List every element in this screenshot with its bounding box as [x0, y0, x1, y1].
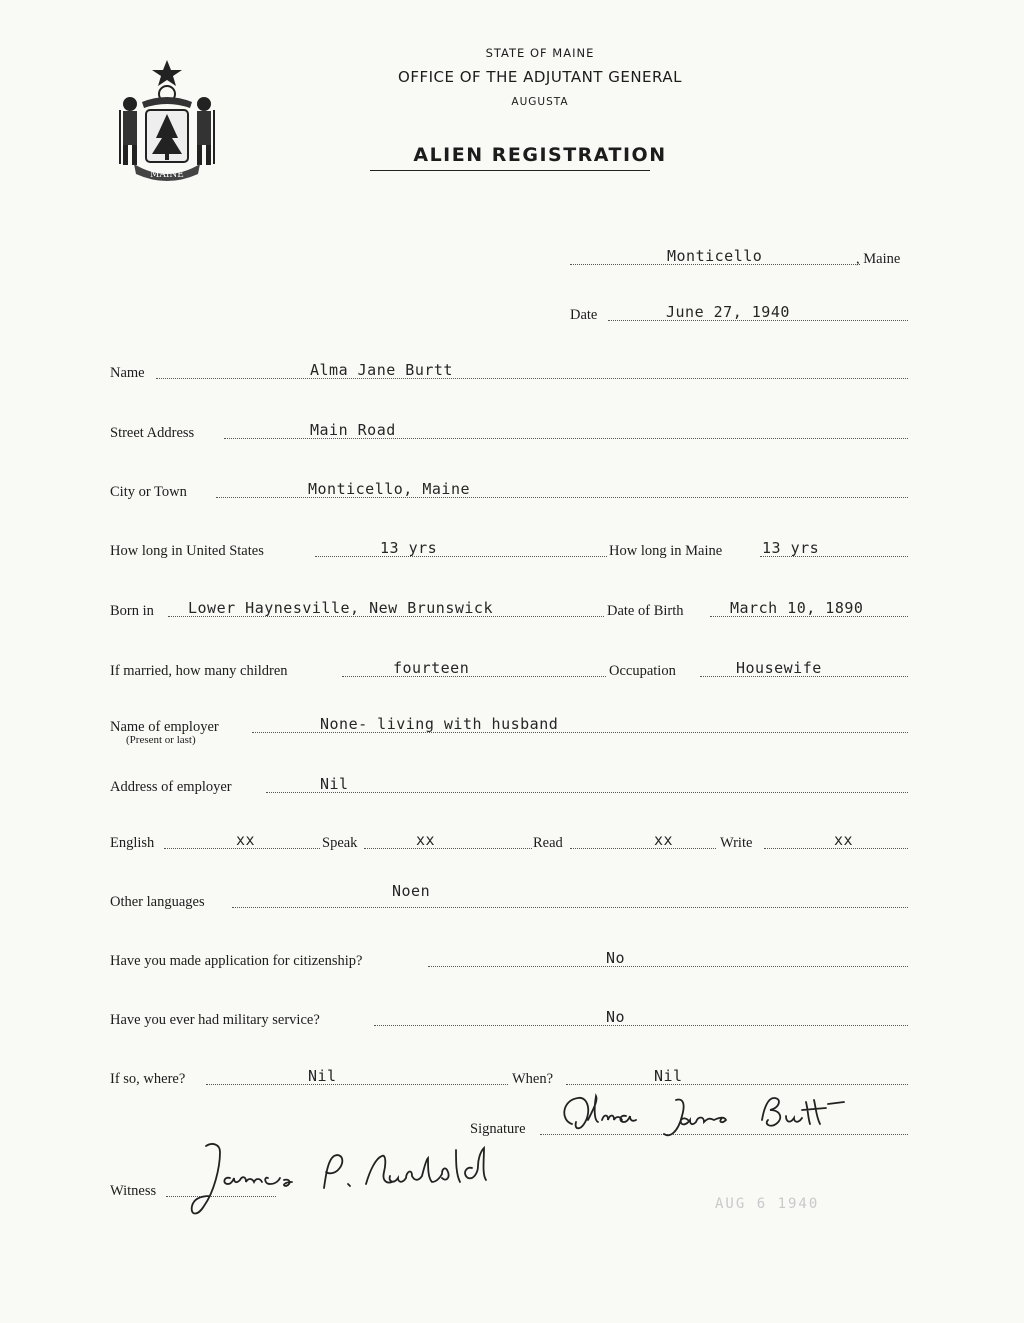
witness-signature: [180, 1138, 550, 1228]
speak-value[interactable]: xx: [416, 831, 436, 849]
title-underline: [370, 170, 650, 171]
write-value[interactable]: xx: [834, 831, 854, 849]
citizenship-value[interactable]: No: [606, 949, 626, 967]
received-stamp: AUG 6 1940: [715, 1196, 820, 1212]
city-value[interactable]: Monticello, Maine: [308, 480, 471, 498]
street-address-value[interactable]: Main Road: [310, 421, 396, 439]
city-row: [110, 469, 910, 499]
occupation-label: Occupation: [609, 662, 676, 679]
citizenship-row: [110, 938, 910, 968]
military-value[interactable]: No: [606, 1008, 626, 1026]
read-value[interactable]: xx: [654, 831, 674, 849]
when-label: When?: [512, 1070, 554, 1087]
street-address-row: [110, 410, 910, 440]
name-value[interactable]: Alma Jane Burtt: [310, 361, 453, 379]
how-long-maine-value[interactable]: 13 yrs: [762, 539, 820, 557]
signature-row: [110, 1106, 910, 1136]
how-long-us-value[interactable]: 13 yrs: [380, 539, 438, 557]
birth-row: [110, 588, 910, 618]
employer-value[interactable]: None- living with husband: [320, 715, 559, 733]
born-in-label: Born in: [110, 602, 154, 619]
citizenship-label: Have you made application for citizenship?: [110, 952, 363, 969]
english-label: English: [110, 834, 155, 851]
header-city: AUGUSTA: [511, 96, 569, 108]
speak-label: Speak: [322, 834, 358, 851]
date-label: Date: [570, 306, 598, 323]
header-office: OFFICE OF THE ADJUTANT GENERAL: [398, 68, 682, 86]
city-label: City or Town: [110, 483, 187, 500]
children-value[interactable]: fourteen: [393, 659, 470, 677]
witness-label: Witness: [110, 1182, 157, 1199]
name-row: [110, 350, 910, 380]
where-value[interactable]: Nil: [308, 1067, 337, 1085]
how-long-maine-label: How long in Maine: [609, 542, 723, 559]
date-of-birth-value[interactable]: March 10, 1890: [730, 599, 864, 617]
employer-row: [110, 704, 910, 734]
other-languages-row: [110, 879, 910, 909]
witness-row: [110, 1168, 910, 1198]
children-label: If married, how many children: [110, 662, 288, 679]
english-value[interactable]: xx: [236, 831, 256, 849]
other-languages-label: Other languages: [110, 893, 205, 910]
where-label: If so, where?: [110, 1070, 186, 1087]
signature-label: Signature: [470, 1120, 526, 1137]
date-of-birth-label: Date of Birth: [607, 602, 684, 619]
applicant-signature: [558, 1090, 898, 1142]
date-row: [110, 292, 910, 322]
how-long-us-label: How long in United States: [110, 542, 264, 559]
seal-banner-text: MAINE: [150, 170, 184, 180]
street-address-label: Street Address: [110, 424, 195, 441]
write-label: Write: [720, 834, 753, 851]
military-label: Have you ever had military service?: [110, 1011, 320, 1028]
header-state: STATE OF MAINE: [485, 46, 595, 60]
english-row: [110, 820, 910, 850]
other-languages-value[interactable]: Noen: [392, 882, 431, 900]
place-row: [110, 236, 910, 266]
read-label: Read: [533, 834, 563, 851]
name-label: Name: [110, 364, 145, 381]
place-value[interactable]: Monticello: [667, 247, 763, 265]
children-occupation-row: [110, 648, 910, 678]
when-value[interactable]: Nil: [654, 1067, 683, 1085]
employer-address-value[interactable]: Nil: [320, 775, 349, 793]
military-row: [110, 997, 910, 1027]
employer-label: Name of employer: [110, 718, 219, 735]
place-suffix: , Maine: [856, 250, 901, 267]
date-value[interactable]: June 27, 1940: [666, 303, 790, 321]
employer-sublabel: (Present or last): [126, 734, 196, 746]
form-title: ALIEN REGISTRATION: [413, 144, 667, 166]
residence-duration-row: [110, 528, 910, 558]
maine-state-seal-icon: [112, 58, 222, 186]
where-when-row: [110, 1056, 910, 1086]
employer-address-label: Address of employer: [110, 778, 232, 795]
occupation-value[interactable]: Housewife: [736, 659, 822, 677]
employer-address-row: [110, 764, 910, 794]
born-in-value[interactable]: Lower Haynesville, New Brunswick: [188, 599, 493, 617]
